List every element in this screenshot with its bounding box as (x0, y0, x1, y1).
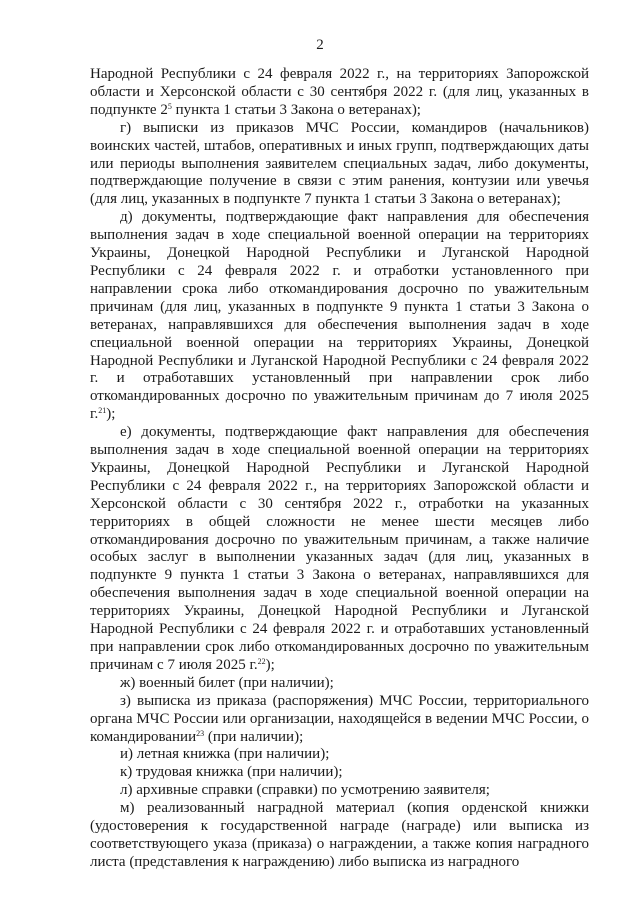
footnote-ref: 21 (98, 406, 107, 416)
page-number: 2 (316, 37, 324, 53)
paragraph-text: з) выписка из приказа (распоряжения) МЧС России, территориального органа МЧС России или организации, находящейся в ведении МЧС России, о командировании (90, 692, 589, 745)
paragraph-k (90, 764, 589, 782)
paragraph-tail: ); (106, 406, 116, 423)
paragraph-tail: (при наличии); (204, 728, 304, 745)
paragraph-text: г) выписки из приказов МЧС России, командиров (начальников) воинских частей, штабов, оперативных и иных групп, подтверждающих даты или периоды выполнения заявителем специальных задач, либо документы, подтверждающие получение в связи с этим ранения, контузии или увечья (для лиц, указанных в подпункте 7 пункта 1 статьи 3 Закона о ветеранах); (90, 119, 589, 208)
paragraph-text: и) летная книжка (при наличии); (120, 746, 330, 763)
paragraph-d (90, 209, 589, 424)
paragraph-text: д) документы, подтверждающие факт направления для обеспечения выполнения задач в ходе специальной военной операции на территориях Украины, Донецкой Народной Республики и Луганской Народной Республики с 24 февраля 2022 г. и отработки установленного при направлении срока либо откомандирования досрочно по уважительным причинам (для лиц, указанных в подпункте 9 пункта 1 статьи 3 Закона о ветеранах, направлявшихся для обеспечения выполнения задач в ходе специальной военной операции на территориях Украины, Донецкой Народной Республики и Луганской Народной Республики с 24 февраля 2022 г. и отработавших установленный при направлении срок либо откомандированных досрочно по уважительным причинам до 7 июля 2025 г. (90, 209, 589, 423)
paragraph-text: м) реализованный наградной материал (копия орденской книжки (удостоверения к государственной награде (награде) или выписка из соответствующего указа (приказа) о награждении, а также копия наградного листа (представления к награждению) либо выписка из наградного (90, 800, 589, 870)
paragraph-i (90, 746, 589, 764)
paragraph-g (90, 120, 589, 210)
paragraph-text: Народной Республики с 24 февраля 2022 г., на территориях Запорожской области и Херсонской области с 30 сентября 2022 г. (для лиц, указанных в подпункте $2^5$ пункта 1 статьи 3 Закона о ветеранах); (90, 66, 589, 118)
paragraph-zh (90, 675, 589, 693)
document-body (90, 66, 589, 872)
paragraph-text: е) документы, подтверждающие факт направления для обеспечения выполнения задач в ходе специальной военной операции на территориях Украины, Донецкой Народной Республики и Луганской Народной Республики с 24 февраля 2022 г., на территориях Запорожской области и Херсонской области с 30 сентября 2022 г., отработки на указанных территориях в общей сложности не менее шести месяцев либо откомандирования досрочно по уважительным причинам, а также наличие особых заслуг в выполнении указанных задач (для лиц, указанных в подпункте 9 пункта 1 статьи 3 Закона о ветеранах, направлявшихся для обеспечения выполнения задач в ходе специальной военной операции на территориях Украины, Донецкой Народной Республики и Луганской Народной Республики с 24 февраля 2022 г. и отработавших установленный при направлении срок либо откомандированных досрочно по уважительным причинам с 7 июля 2025 г. (90, 424, 589, 673)
paragraph-l (90, 782, 589, 800)
paragraph-z (90, 693, 589, 747)
paragraph-e (90, 424, 589, 675)
footnote-ref: 5 (167, 101, 172, 111)
footnote-ref: 22 (257, 656, 266, 666)
paragraph-text: ж) военный билет (при наличии); (120, 674, 334, 691)
paragraph-text: л) архивные справки (справки) по усмотрению заявителя; (120, 782, 490, 799)
continuation-paragraph (90, 66, 589, 120)
paragraph-text: к) трудовая книжка (при наличии); (120, 764, 343, 781)
paragraph-tail: ); (265, 656, 275, 673)
paragraph-m (90, 800, 589, 872)
footnote-ref: 23 (196, 728, 205, 738)
